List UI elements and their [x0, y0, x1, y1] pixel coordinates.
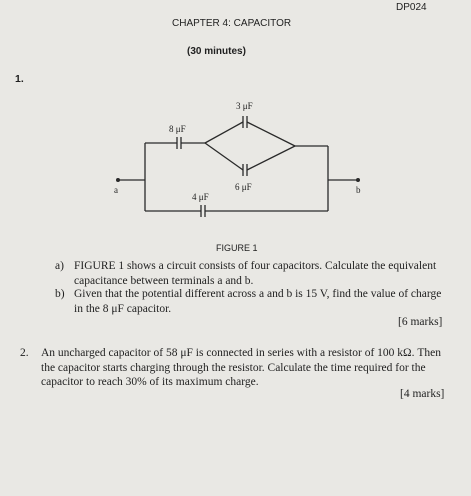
label-4uF: 4 μF: [192, 192, 209, 202]
label-terminal-a: a: [114, 185, 118, 195]
terminal-a-dot: [116, 178, 120, 182]
label-terminal-b: b: [356, 185, 361, 195]
question-2-text: An uncharged capacitor of 58 μF is connected in series with a resistor of 100 kΩ. Then the capacitor starts charging through the resistor. Calculate the time required for the capacitor to reach 30% of its maximum charge.: [41, 347, 441, 388]
part-b-text: Given that the potential different across a and b is 15 V, find the value of charge in the 8 μF capacitor.: [74, 288, 442, 315]
duration-label: (30 minutes): [187, 46, 246, 57]
question-1-number: 1.: [15, 73, 24, 85]
part-a-text: FIGURE 1 shows a circuit consists of four capacitors. Calculate the equivalent capacitance between terminals a and b.: [74, 260, 437, 287]
wire-diamond-ll: [205, 143, 243, 170]
question-2-number: 2.: [20, 347, 29, 359]
wire-diamond-lr: [247, 146, 295, 170]
part-b-letter: b): [55, 288, 65, 300]
part-a-letter: a): [55, 260, 64, 272]
chapter-title: CHAPTER 4: CAPACITOR: [172, 18, 292, 29]
label-6uF: 6 μF: [235, 182, 252, 192]
wire-diamond-ur: [247, 122, 295, 146]
label-8uF: 8 μF: [169, 124, 186, 134]
question-1-marks: [6 marks]: [398, 316, 443, 328]
terminal-b-dot: [356, 178, 360, 182]
figure-caption: FIGURE 1: [216, 243, 258, 253]
question-2-marks: [4 marks]: [400, 388, 445, 400]
document-code: DP024: [396, 2, 427, 13]
wire-diamond-ul: [205, 122, 243, 143]
label-3uF: 3 μF: [236, 101, 253, 111]
